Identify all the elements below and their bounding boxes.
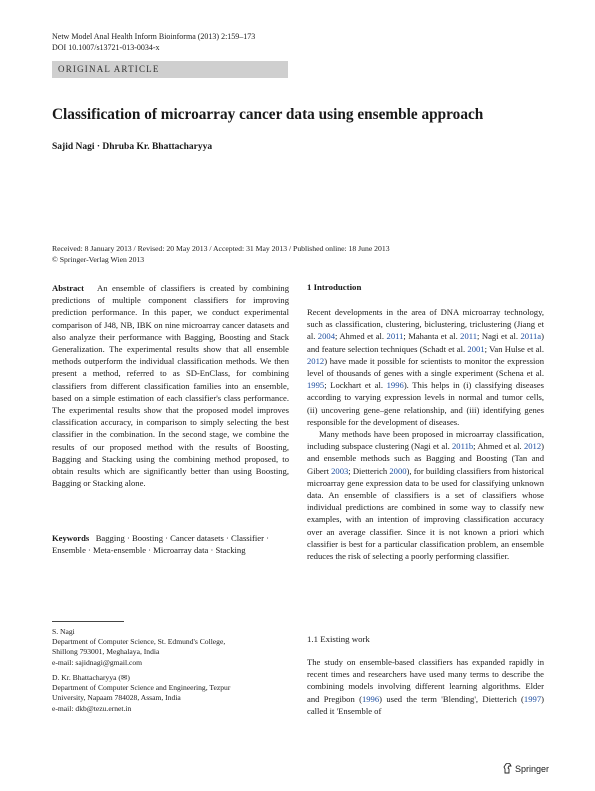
paragraph — [307, 656, 544, 717]
text-run: ; Ahmed et al. — [334, 331, 387, 342]
citation-link[interactable]: 1996 — [361, 693, 380, 704]
keywords-label: Keywords — [52, 533, 90, 543]
existing-work-body — [307, 656, 544, 717]
text-run: ; Dietterich — [348, 465, 390, 476]
affiliation-name: S. Nagi — [52, 627, 75, 636]
copyright: © Springer-Verlag Wien 2013 — [52, 255, 145, 264]
text-run: Recent developments in the area of DNA microarray technology, such as classification, clustering, biclustering, triclustering (Jiang et al. — [307, 307, 544, 342]
affiliation-email[interactable]: e-mail: sajidnagi@gmail.com — [52, 657, 143, 667]
text-run: ; Lockhart et al. — [324, 380, 387, 391]
text-run: ) called it 'Ensemble of — [307, 693, 544, 716]
introduction-heading: 1 Introduction — [307, 282, 362, 292]
affiliation-name: D. Kr. Bhattacharyya (✉) — [52, 673, 130, 682]
citation-link[interactable]: 2003 — [331, 465, 349, 476]
paper-title: Classification of microarray cancer data using ensemble approach — [52, 106, 484, 123]
authors: Sajid Nagi · Dhruba Kr. Bhattacharyya — [52, 142, 213, 152]
text-run: ), for building classifiers from historical microarray gene expression data to be used for classifying unknown data. An ensemble of classifiers is a set of classifiers whose individual predictions are combined in some way to classify new examples, with an intention of improving classification accuracy over an average classifier. Since it is not known a priori which classifier is best for a particular classification problem, an ensemble reduces the risk of selecting a poorly performing classifier. — [307, 465, 544, 562]
abstract-label: Abstract — [52, 283, 84, 293]
publisher-logo — [503, 763, 549, 774]
publisher-name: Springer — [515, 764, 550, 774]
introduction-body — [307, 306, 544, 562]
paragraph — [307, 306, 544, 428]
journal-citation: Netw Model Anal Health Inform Bioinforma (2013) 2:159–173 — [52, 32, 256, 41]
affiliation-divider — [52, 621, 124, 622]
citation-link[interactable]: 2012 — [523, 441, 542, 452]
citation-link[interactable]: 2011 — [460, 331, 478, 342]
text-run: ; Ahmed et al. — [473, 441, 524, 452]
article-dates — [52, 243, 452, 265]
doi[interactable]: DOI 10.1007/s13721-013-0034-x — [52, 43, 160, 52]
keywords-text: Bagging · Boosting · Cancer datasets · Classifier · Ensemble · Meta-ensemble · Microarray data · Stacking — [52, 533, 269, 556]
article-type: ORIGINAL ARTICLE — [58, 64, 160, 74]
citation-link[interactable]: 2011 — [386, 331, 404, 342]
affiliation-dept: Department of Computer Science and Engineering, Tezpur — [52, 683, 231, 693]
affiliation-block — [52, 627, 289, 668]
text-run: ) have made it possible for scientists to monitor the expression level of thousands of genes with a single experiment (Schena et al. — [307, 355, 544, 379]
text-run: Many methods have been proposed in microarray classification, including subspace clustering (Nagi et al. — [307, 429, 544, 452]
citation-link[interactable]: 2001 — [467, 343, 485, 354]
existing-work-heading: 1.1 Existing work — [307, 634, 370, 644]
text-run: ; Nagi et al. — [477, 331, 521, 342]
citation-link[interactable]: 1997 — [523, 693, 542, 704]
text-run: ; Mahanta et al. — [403, 331, 461, 342]
affiliation-email[interactable]: e-mail: dkb@tezu.ernet.in — [52, 703, 132, 713]
affiliation-dept: Department of Computer Science, St. Edmund's College, — [52, 637, 226, 647]
text-run: ). This helps in (i) classifying diseases according to varying expression levels in normal and tumor cells, (ii) uncovering gene–gene relationship, and (iii) identifying genes responsible for the development of diseases. — [307, 380, 544, 427]
text-run: ) used the term 'Blending', Dietterich ( — [379, 693, 524, 704]
affiliation-block — [52, 673, 289, 714]
citation-link[interactable]: 2011a — [520, 331, 542, 342]
text-run: ; Van Hulse et al. — [484, 343, 544, 354]
citation-link[interactable]: 1995 — [307, 380, 325, 391]
citation-link[interactable]: 2004 — [317, 331, 335, 342]
citation-link[interactable]: 2011b — [452, 441, 474, 452]
abstract — [52, 282, 289, 489]
citation-link[interactable]: 1996 — [386, 380, 404, 391]
citation-link[interactable]: 2000 — [389, 465, 407, 476]
article-type-band — [52, 61, 288, 78]
affiliation-place: Shillong 793001, Meghalaya, India — [52, 647, 160, 657]
abstract-text: An ensemble of classifiers is created by combining predictions of multiple component classifiers for improving prediction performance. In this paper, we conduct experimental comparison of J48, NB, IBK on nine microarray cancer datasets and also analyze their performance with Bagging, Boosting and Stack Generalization. The experimental results show that all ensemble methods outperform the individual classification methods. We then present a method, referred to as SD-EnClass, for combining classifiers from different classification families into an ensemble, based on a simple estimation of each classifier's class performance. The experimental results show that the proposed model improves classification accuracy, in comparison to simply selecting the best classifier in the combination. In the second stage, we combine the results of our proposed method with the results of Boosting, Bagging and Stacking using the combining method proposed, to obtain results which are significantly better than using Boosting, Bagging or Stacking alone. — [52, 283, 289, 489]
citation-link[interactable]: 2012 — [307, 355, 325, 366]
text-run: ) and ensemble methods such as Bagging and Boosting (Tan and Gibert — [307, 441, 544, 476]
article-history: Received: 8 January 2013 / Revised: 20 May 2013 / Accepted: 31 May 2013 / Published online: 18 June 2013 — [52, 244, 390, 253]
text-run: The study on ensemble-based classifiers has expanded rapidly in recent times and researchers have used many terms to describe the combining models involving different learning algorithms. Elder and Pregibon ( — [307, 657, 544, 704]
text-run: ) and feature selection techniques (Schadt et al. — [307, 331, 544, 354]
springer-horse-icon — [503, 763, 512, 774]
affiliation-place: University, Napaam 784028, Assam, India — [52, 693, 181, 703]
keywords — [52, 532, 289, 556]
paragraph — [307, 428, 544, 562]
